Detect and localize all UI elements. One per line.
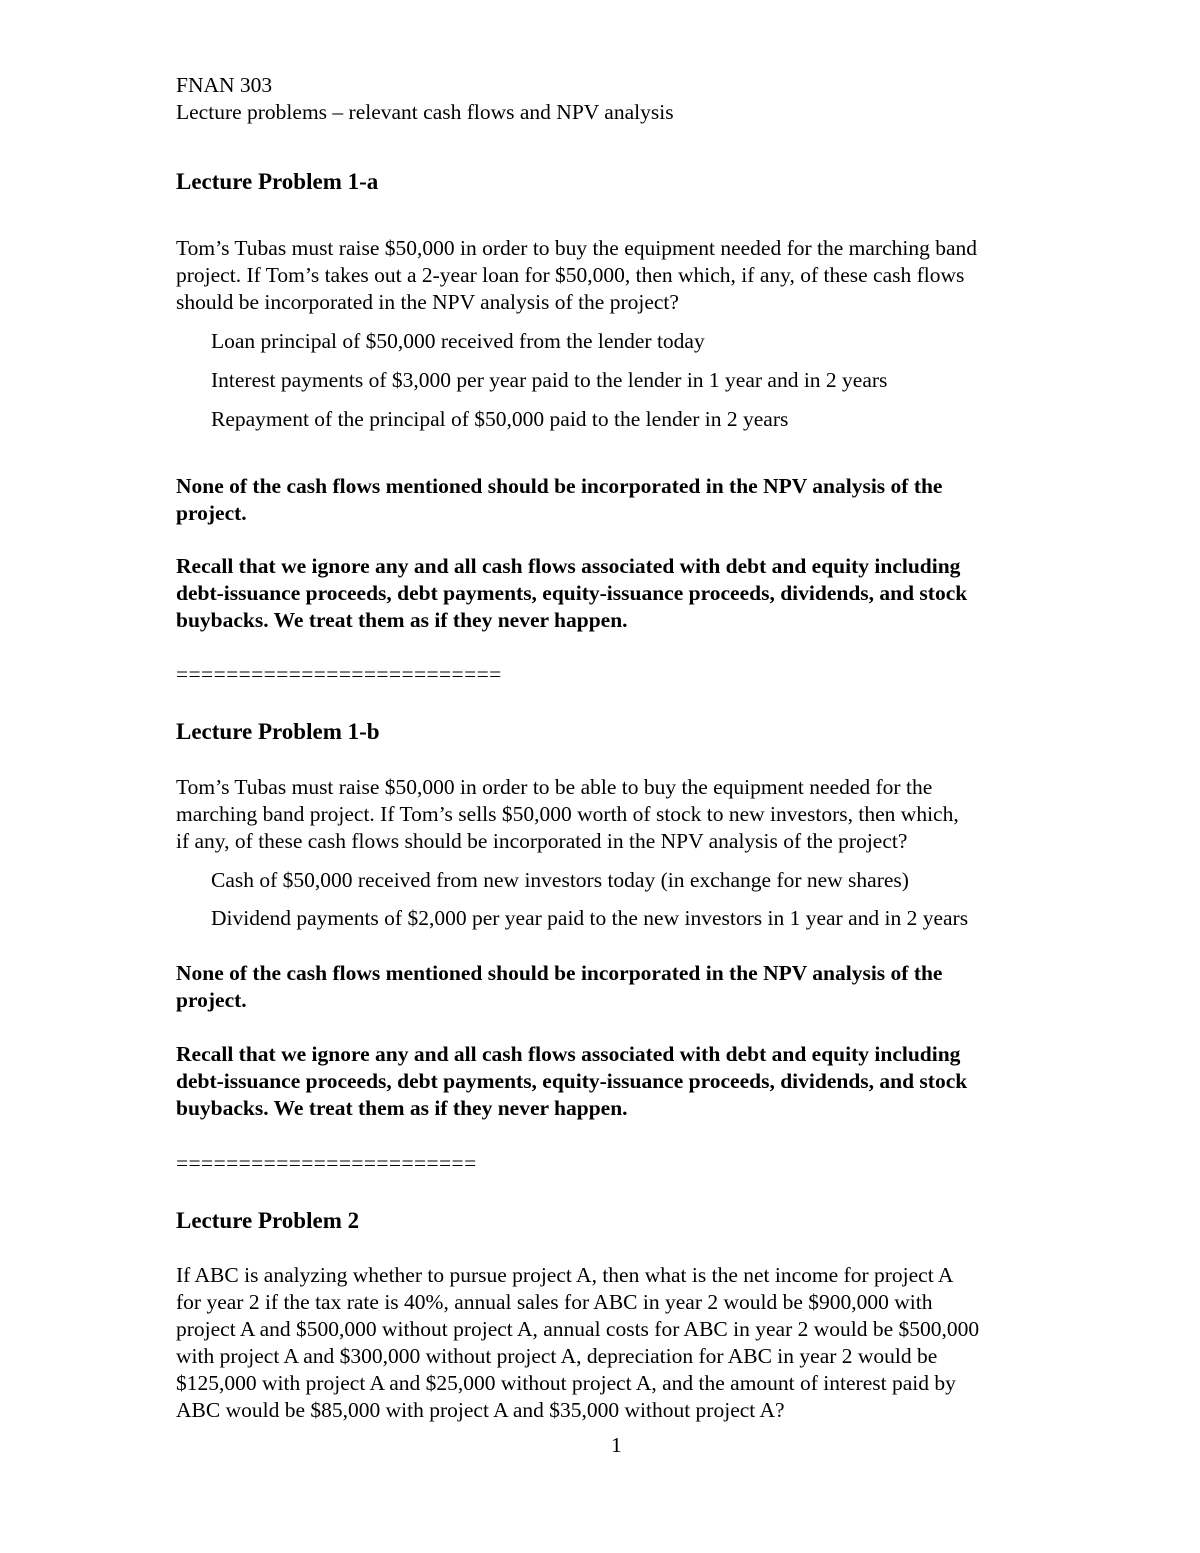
problem-1a-question-line: project. If Tom’s takes out a 2-year loan for $50,000, then which, if any, of these cash flows (176, 263, 965, 287)
section-separator: ========================== (176, 662, 502, 686)
problem-1a-option: Repayment of the principal of $50,000 paid to the lender in 2 years (211, 407, 789, 431)
problem-1a-answer-line: None of the cash flows mentioned should be incorporated in the NPV analysis of the (176, 474, 943, 498)
problem-1a-option: Loan principal of $50,000 received from the lender today (211, 329, 705, 353)
problem-1a-question-line: Tom’s Tubas must raise $50,000 in order to buy the equipment needed for the marching band (176, 236, 978, 260)
problem-1a-title: Lecture Problem 1-a (176, 169, 379, 194)
document-subtitle: Lecture problems – relevant cash flows and NPV analysis (176, 100, 674, 124)
problem-2-question-line: project A and $500,000 without project A, annual costs for ABC in year 2 would be $500,000 (176, 1317, 980, 1341)
problem-1b-option: Dividend payments of $2,000 per year paid to the new investors in 1 year and in 2 years (211, 906, 969, 930)
problem-2-question-line: with project A and $300,000 without project A, depreciation for ABC in year 2 would be (176, 1344, 938, 1368)
problem-1a-recall-line: buybacks. We treat them as if they never happen. (176, 608, 628, 632)
problem-2-question-line: for year 2 if the tax rate is 40%, annual sales for ABC in year 2 would be $900,000 with (176, 1290, 933, 1314)
problem-1b-answer-line: None of the cash flows mentioned should be incorporated in the NPV analysis of the (176, 961, 943, 985)
problem-1b-option: Cash of $50,000 received from new investors today (in exchange for new shares) (211, 868, 909, 892)
problem-1b-question-line: Tom’s Tubas must raise $50,000 in order to be able to buy the equipment needed for the (176, 775, 933, 799)
problem-2-question-line: $125,000 with project A and $25,000 without project A, and the amount of interest paid by (176, 1371, 956, 1395)
problem-1a-recall-line: debt-issuance proceeds, debt payments, equity-issuance proceeds, dividends, and stock (176, 581, 968, 605)
page-number: 1 (611, 1433, 622, 1457)
problem-1b-question-line: marching band project. If Tom’s sells $50,000 worth of stock to new investors, then which, (176, 802, 959, 826)
problem-1b-recall-line: debt-issuance proceeds, debt payments, equity-issuance proceeds, dividends, and stock (176, 1069, 968, 1093)
problem-1a-answer-line: project. (176, 501, 247, 525)
problem-1b-recall-line: Recall that we ignore any and all cash flows associated with debt and equity including (176, 1042, 961, 1066)
problem-1b-title: Lecture Problem 1-b (176, 719, 380, 744)
problem-1b-answer-line: project. (176, 988, 247, 1012)
section-separator: ======================== (176, 1151, 477, 1175)
problem-1a-option: Interest payments of $3,000 per year paid to the lender in 1 year and in 2 years (211, 368, 888, 392)
problem-1a-recall-line: Recall that we ignore any and all cash flows associated with debt and equity including (176, 554, 961, 578)
course-code: FNAN 303 (176, 73, 273, 97)
problem-2-title: Lecture Problem 2 (176, 1208, 360, 1233)
problem-2-question-line: ABC would be $85,000 with project A and $35,000 without project A? (176, 1398, 785, 1422)
problem-2-question-line: If ABC is analyzing whether to pursue project A, then what is the net income for project A (176, 1263, 954, 1287)
problem-1a-question-line: should be incorporated in the NPV analysis of the project? (176, 290, 679, 314)
problem-1b-question-line: if any, of these cash flows should be incorporated in the NPV analysis of the project? (176, 829, 908, 853)
problem-1b-recall-line: buybacks. We treat them as if they never happen. (176, 1096, 628, 1120)
